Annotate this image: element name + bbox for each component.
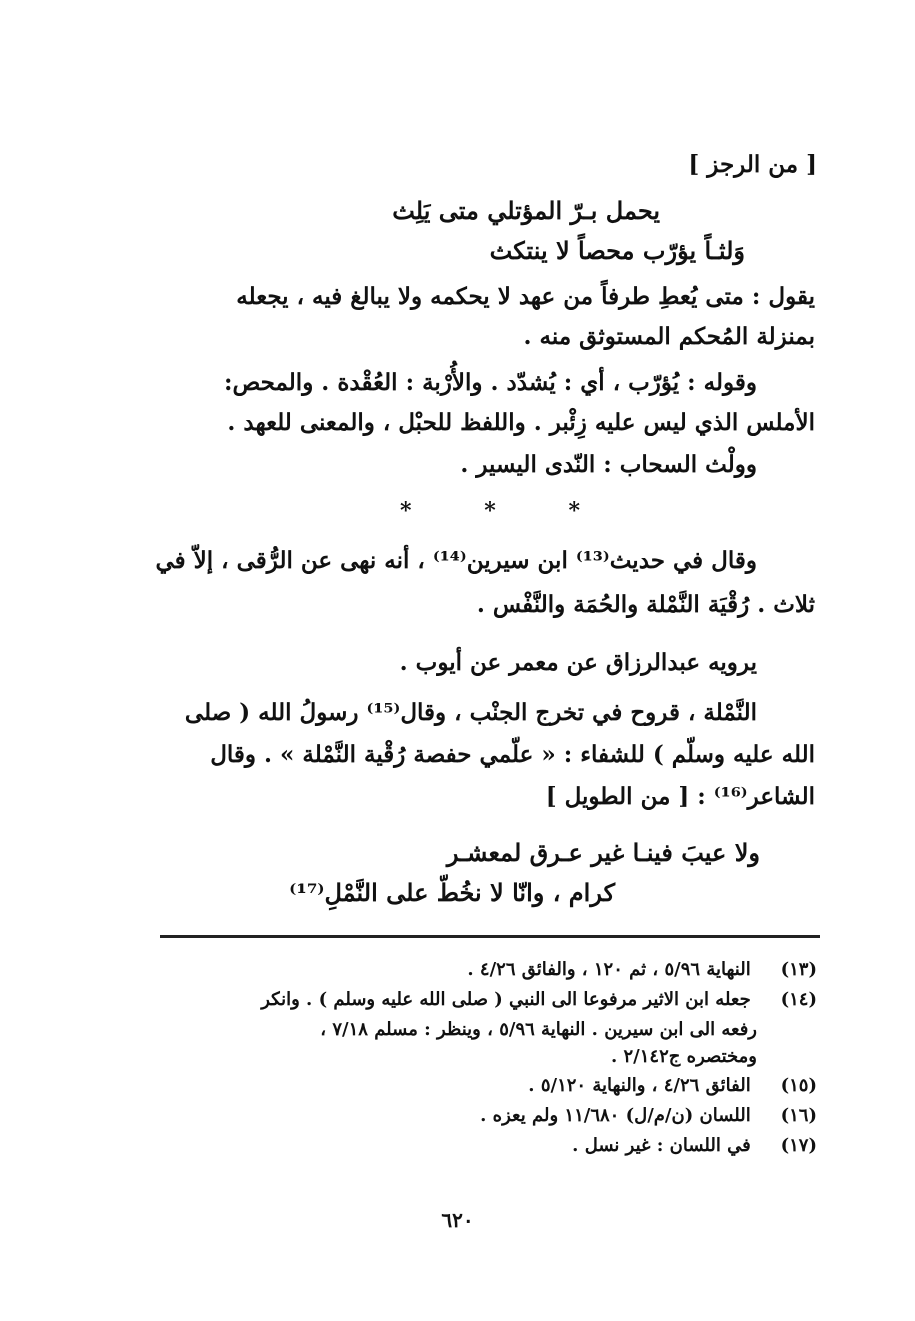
footnote-text: النهاية ٥/٩٦ ، ثم ١٢٠ ، والفائق ٤/٢٦ . bbox=[467, 959, 751, 980]
footnote-number: (١٥) bbox=[780, 1075, 817, 1096]
footnote-text: في اللسان : غير نسل . bbox=[572, 1135, 751, 1156]
footnote-number: (١٧) bbox=[780, 1135, 817, 1156]
footnote-text: جعله ابن الاثير مرفوعا الى النبي ( صلى الله عليه وسلم ) . وانكر bbox=[261, 989, 751, 1010]
commentary-line: وولْث السحاب : النّدى اليسير . bbox=[460, 451, 757, 478]
verse-2-line-1: ولا عيبَ فينـا غير عـرق لمعشـر bbox=[446, 838, 760, 867]
footnote-13 bbox=[467, 958, 817, 982]
separator-star: * bbox=[484, 498, 496, 524]
section-separator bbox=[400, 498, 580, 524]
footnote-number: (١٤) bbox=[780, 989, 817, 1010]
footnote-text: الفائق ٤/٢٦ ، والنهاية ٥/١٢٠ . bbox=[528, 1075, 751, 1096]
separator-star: * bbox=[568, 498, 580, 524]
page-number: ٦٢٠ bbox=[441, 1208, 474, 1232]
footnote-number: (١٦) bbox=[780, 1105, 817, 1126]
hadith-line: ثلاث . رُقْيَة النَّمْلة والحُمَة والنَّفْس . bbox=[476, 591, 815, 618]
footnote-14-continuation: ومختصره ج٢/١٤٢ . bbox=[610, 1046, 757, 1067]
footnote-14-continuation: رفعه الى ابن سيرين . النهاية ٥/٩٦ ، وينظر : مسلم ٧/١٨ ، bbox=[320, 1019, 757, 1040]
footnote-divider bbox=[160, 935, 820, 938]
footnote-text: اللسان (ن/م/ل) ١١/٦٨٠ ولم يعزه . bbox=[480, 1105, 751, 1126]
footnote-17 bbox=[572, 1134, 817, 1158]
commentary-line: وقوله : يُؤرّب ، أي : يُشدّد . والأُرْبة : العُقْدة . والمحص: bbox=[223, 369, 757, 396]
commentary-line: بمنزلة المُحكم المستوثق منه . bbox=[523, 323, 815, 350]
namla-line: الله عليه وسلّم ) للشفاء : « علّمي حفصة رُقْية النَّمْلة » . وقال bbox=[210, 741, 815, 768]
namla-line: النَّمْلة ، قروح في تخرج الجنْب ، وقال⁽¹⁵⁾ رسولُ الله ( صلى bbox=[184, 699, 757, 726]
commentary-line: الأملس الذي ليس عليه زِئْبر . واللفظ للحبْل ، والمعنى للعهد . bbox=[227, 409, 815, 436]
footnote-15 bbox=[528, 1074, 817, 1098]
separator-star: * bbox=[400, 498, 412, 524]
footnote-number: (١٣) bbox=[780, 959, 817, 980]
footnote-16 bbox=[480, 1104, 817, 1128]
verse-1-line-1: يحمل بـرّ المؤتلي متى يَلِث bbox=[392, 196, 660, 225]
verse-1-line-2: وَلثـاً يؤرّب محصاً لا ينتكث bbox=[489, 236, 745, 265]
meter-label: [ من الرجز ] bbox=[688, 151, 817, 178]
footnote-14 bbox=[261, 988, 817, 1012]
verse-2-line-2: كرام ، وانّا لا نخُطّ على النَّمْلِ⁽¹⁷⁾ bbox=[289, 878, 615, 907]
hadith-line: وقال في حديث⁽¹³⁾ ابن سيرين⁽¹⁴⁾ ، أنه نهى عن الرُّقى ، إلاّ في bbox=[155, 547, 757, 574]
commentary-line: يقول : متى يُعطِ طرفاً من عهد لا يحكمه ولا يبالغ فيه ، يجعله bbox=[236, 283, 815, 310]
hadith-line: يرويه عبدالرزاق عن معمر عن أيوب . bbox=[399, 649, 757, 676]
namla-line: الشاعر⁽¹⁶⁾ : [ من الطويل ] bbox=[545, 783, 815, 810]
